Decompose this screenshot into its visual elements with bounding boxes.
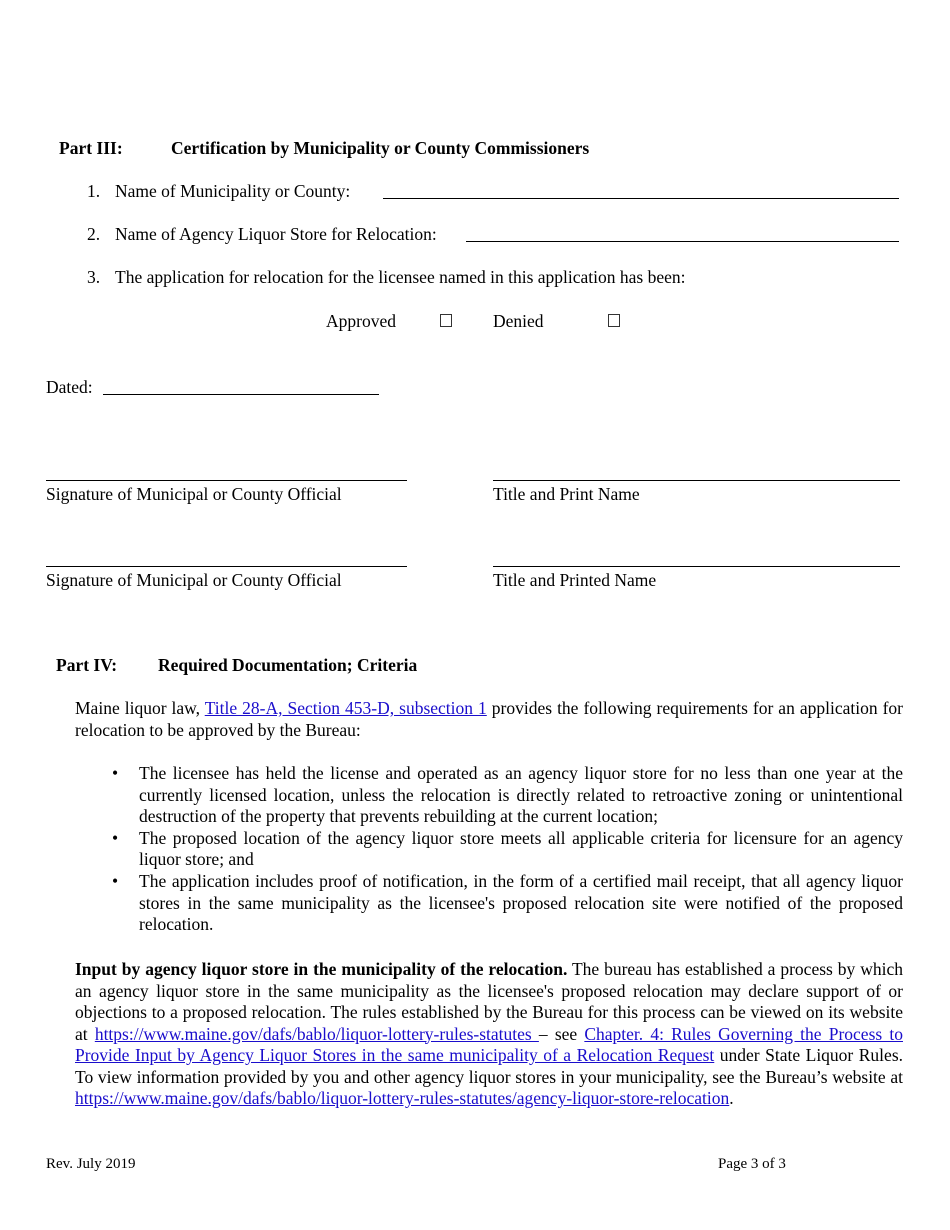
part4-title: Required Documentation; Criteria <box>158 655 418 675</box>
bullet-icon: • <box>112 763 119 783</box>
item-3-label: The application for relocation for the licensee named in this application has been: <box>115 267 686 287</box>
approved-checkbox[interactable] <box>440 314 452 327</box>
title-name-line-2[interactable] <box>493 566 900 567</box>
dated-label: Dated: <box>46 377 93 397</box>
input-text-2: – see <box>538 1023 585 1044</box>
list-item <box>112 763 903 828</box>
item-3-number: 3. <box>87 267 101 287</box>
signature-line-1[interactable] <box>46 480 407 481</box>
agency-store-name-field[interactable] <box>466 241 899 242</box>
item-1-label: Name of Municipality or County: <box>115 181 351 201</box>
input-paragraph-lead: Input by agency liquor store in the municipality of the relocation. <box>75 959 568 979</box>
denied-checkbox[interactable] <box>608 314 620 327</box>
signature-caption-2: Signature of Municipal or County Official <box>46 570 342 590</box>
list-item-text: The application includes proof of notification, in the form of a certified mail receipt, that all agency liquor stores in the same municipality as the licensee's proposed relocation site were notified of the proposed relocation. <box>139 870 903 935</box>
intro-text-before: Maine liquor law, <box>75 698 205 718</box>
statute-link[interactable]: Title 28-A, Section 453-D, subsection 1 <box>204 698 487 718</box>
relocation-info-link[interactable]: https://www.maine.gov/dafs/bablo/liquor-lottery-rules-statutes/agency-liquor-store-relocation <box>75 1088 730 1108</box>
input-text-1: The bureau has established a process by which an agency liquor store in the same municipality as the licensee's proposed relocation may declare support of or objections to a proposed relocation. The rules established by the Bureau for this process can be viewed on its website at <box>75 959 903 1044</box>
list-item-text: The licensee has held the license and operated as an agency liquor store for no less than one year at the currently licensed location, unless the relocation is directly related to retroactive zoning or unintentional destruction of the property that prevents rebuilding at the current location; <box>139 763 903 827</box>
item-1-number: 1. <box>87 181 101 201</box>
intro-text-after: provides the following requirements for an application for relocation to be approved by the Bureau: <box>75 698 903 740</box>
municipality-name-field[interactable] <box>383 198 899 199</box>
item-2-label: Name of Agency Liquor Store for Relocation: <box>115 224 437 244</box>
item-2-number: 2. <box>87 224 101 244</box>
bullet-icon: • <box>112 827 119 848</box>
list-item <box>112 871 903 936</box>
input-text-4: . <box>729 1088 734 1108</box>
signature-caption-1: Signature of Municipal or County Official <box>46 484 342 504</box>
dated-field[interactable] <box>103 394 379 395</box>
input-paragraph <box>75 959 903 1110</box>
chapter-4-rules-link[interactable]: Chapter. 4: Rules Governing the Process to Provide Input by Agency Liquor Stores in the same municipality of a Relocation Request <box>75 1023 903 1065</box>
title-caption-2: Title and Printed Name <box>493 570 657 590</box>
denied-label: Denied <box>493 311 544 331</box>
part4-intro-paragraph <box>75 698 903 741</box>
list-item <box>112 828 903 871</box>
part3-label: Part III: <box>59 138 123 158</box>
part3-title: Certification by Municipality or County Commissioners <box>171 138 590 158</box>
input-text-3: under State Liquor Rules. To view information provided by you and other agency liquor stores in your municipality, see the Bureau’s website at <box>75 1045 904 1087</box>
part4-label: Part IV: <box>56 655 118 675</box>
page-number: Page 3 of 3 <box>718 1156 786 1172</box>
list-item-text: The proposed location of the agency liquor store meets all applicable criteria for licensure for an agency liquor store; and <box>139 827 903 870</box>
rules-statutes-link[interactable]: https://www.maine.gov/dafs/bablo/liquor-lottery-rules-statutes <box>94 1023 539 1044</box>
title-name-line-1[interactable] <box>493 480 900 481</box>
signature-line-2[interactable] <box>46 566 407 567</box>
approved-label: Approved <box>326 311 396 331</box>
title-caption-1: Title and Print Name <box>493 484 640 504</box>
revision-date: Rev. July 2019 <box>46 1156 136 1172</box>
bullet-icon: • <box>112 870 119 891</box>
requirements-list <box>112 763 903 936</box>
